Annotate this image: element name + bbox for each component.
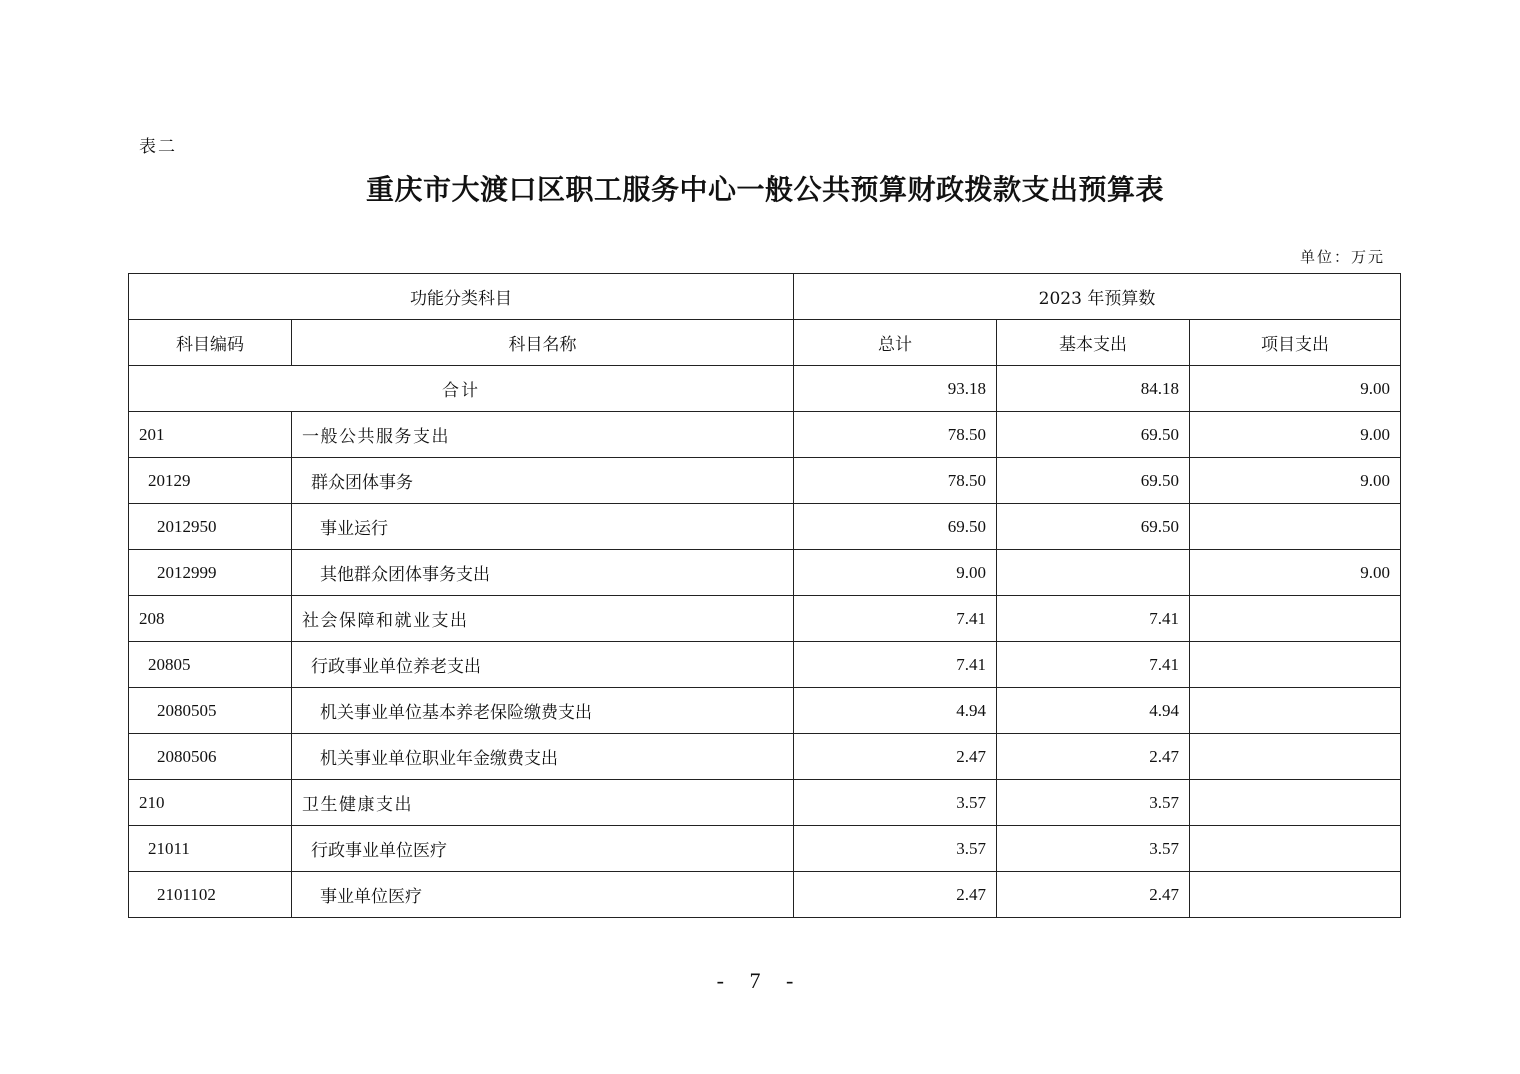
row-project: [1190, 872, 1401, 918]
header-function-category: 功能分类科目: [129, 274, 794, 320]
header-subject-code: 科目编码: [129, 320, 292, 366]
row-project: [1190, 826, 1401, 872]
document-title: 重庆市大渡口区职工服务中心一般公共预算财政拨款支出预算表: [365, 173, 1164, 206]
row-total: 2.47: [794, 734, 997, 780]
row-total: 4.94: [794, 688, 997, 734]
row-subject-code: 21011: [129, 826, 292, 872]
table-row: [129, 504, 1401, 550]
header-column-row: [129, 320, 1401, 366]
page-number: - 7 -: [716, 968, 804, 993]
row-basic: 69.50: [997, 458, 1190, 504]
row-basic: 2.47: [997, 734, 1190, 780]
table-row: [129, 872, 1401, 918]
row-subject-name: 机关事业单位基本养老保险缴费支出: [292, 688, 794, 734]
row-total: 7.41: [794, 642, 997, 688]
row-total: 7.41: [794, 596, 997, 642]
row-subject-name: 其他群众团体事务支出: [292, 550, 794, 596]
row-subject-name: 事业单位医疗: [292, 872, 794, 918]
table-row: [129, 826, 1401, 872]
row-basic: 3.57: [997, 780, 1190, 826]
row-project: 9.00: [1190, 458, 1401, 504]
row-subject-name: 行政事业单位养老支出: [292, 642, 794, 688]
row-subject-name: 行政事业单位医疗: [292, 826, 794, 872]
row-project: 9.00: [1190, 412, 1401, 458]
row-total: 78.50: [794, 412, 997, 458]
table-row: [129, 688, 1401, 734]
table-row: [129, 458, 1401, 504]
row-subject-name: 机关事业单位职业年金缴费支出: [292, 734, 794, 780]
row-basic: 7.41: [997, 596, 1190, 642]
row-project: 9.00: [1190, 550, 1401, 596]
row-subject-code: 208: [129, 596, 292, 642]
row-subject-code: 210: [129, 780, 292, 826]
row-subject-name: 群众团体事务: [292, 458, 794, 504]
row-basic: 4.94: [997, 688, 1190, 734]
row-total: 3.57: [794, 780, 997, 826]
row-subject-code: 2080505: [129, 688, 292, 734]
row-project: [1190, 688, 1401, 734]
table-label: 表二: [139, 137, 177, 157]
budget-table: [128, 273, 1401, 918]
row-total: 69.50: [794, 504, 997, 550]
row-basic: [997, 550, 1190, 596]
row-basic: 2.47: [997, 872, 1190, 918]
row-subject-code: 2012999: [129, 550, 292, 596]
row-subject-name: 社会保障和就业支出: [292, 596, 794, 642]
header-basic-expenditure: 基本支出: [997, 320, 1190, 366]
row-project: [1190, 504, 1401, 550]
row-total: 78.50: [794, 458, 997, 504]
total-row-total: 93.18: [794, 366, 997, 412]
row-basic: 69.50: [997, 504, 1190, 550]
table-row: [129, 734, 1401, 780]
total-row-label: 合计: [129, 366, 794, 412]
header-subject-name: 科目名称: [292, 320, 794, 366]
row-project: [1190, 642, 1401, 688]
row-basic: 3.57: [997, 826, 1190, 872]
row-basic: 7.41: [997, 642, 1190, 688]
row-project: [1190, 596, 1401, 642]
row-basic: 69.50: [997, 412, 1190, 458]
row-subject-code: 2080506: [129, 734, 292, 780]
row-subject-code: 20129: [129, 458, 292, 504]
unit-label: 单位：万元: [1300, 248, 1386, 266]
table-row: [129, 412, 1401, 458]
table-row: [129, 642, 1401, 688]
row-project: [1190, 734, 1401, 780]
header-total: 总计: [794, 320, 997, 366]
row-subject-name: 一般公共服务支出: [292, 412, 794, 458]
row-subject-code: 20805: [129, 642, 292, 688]
row-total: 9.00: [794, 550, 997, 596]
row-total: 2.47: [794, 872, 997, 918]
header-group-row: [129, 274, 1401, 320]
table-body: [129, 366, 1401, 918]
row-total: 3.57: [794, 826, 997, 872]
row-subject-code: 2101102: [129, 872, 292, 918]
row-subject-name: 事业运行: [292, 504, 794, 550]
header-project-expenditure: 项目支出: [1190, 320, 1401, 366]
table-row: [129, 780, 1401, 826]
table-row: [129, 550, 1401, 596]
total-row-project: 9.00: [1190, 366, 1401, 412]
total-row-basic: 84.18: [997, 366, 1190, 412]
row-subject-code: 2012950: [129, 504, 292, 550]
row-subject-code: 201: [129, 412, 292, 458]
row-project: [1190, 780, 1401, 826]
header-budget-year: 2023 年预算数: [794, 274, 1401, 320]
table-row: [129, 596, 1401, 642]
total-row: [129, 366, 1401, 412]
row-subject-name: 卫生健康支出: [292, 780, 794, 826]
